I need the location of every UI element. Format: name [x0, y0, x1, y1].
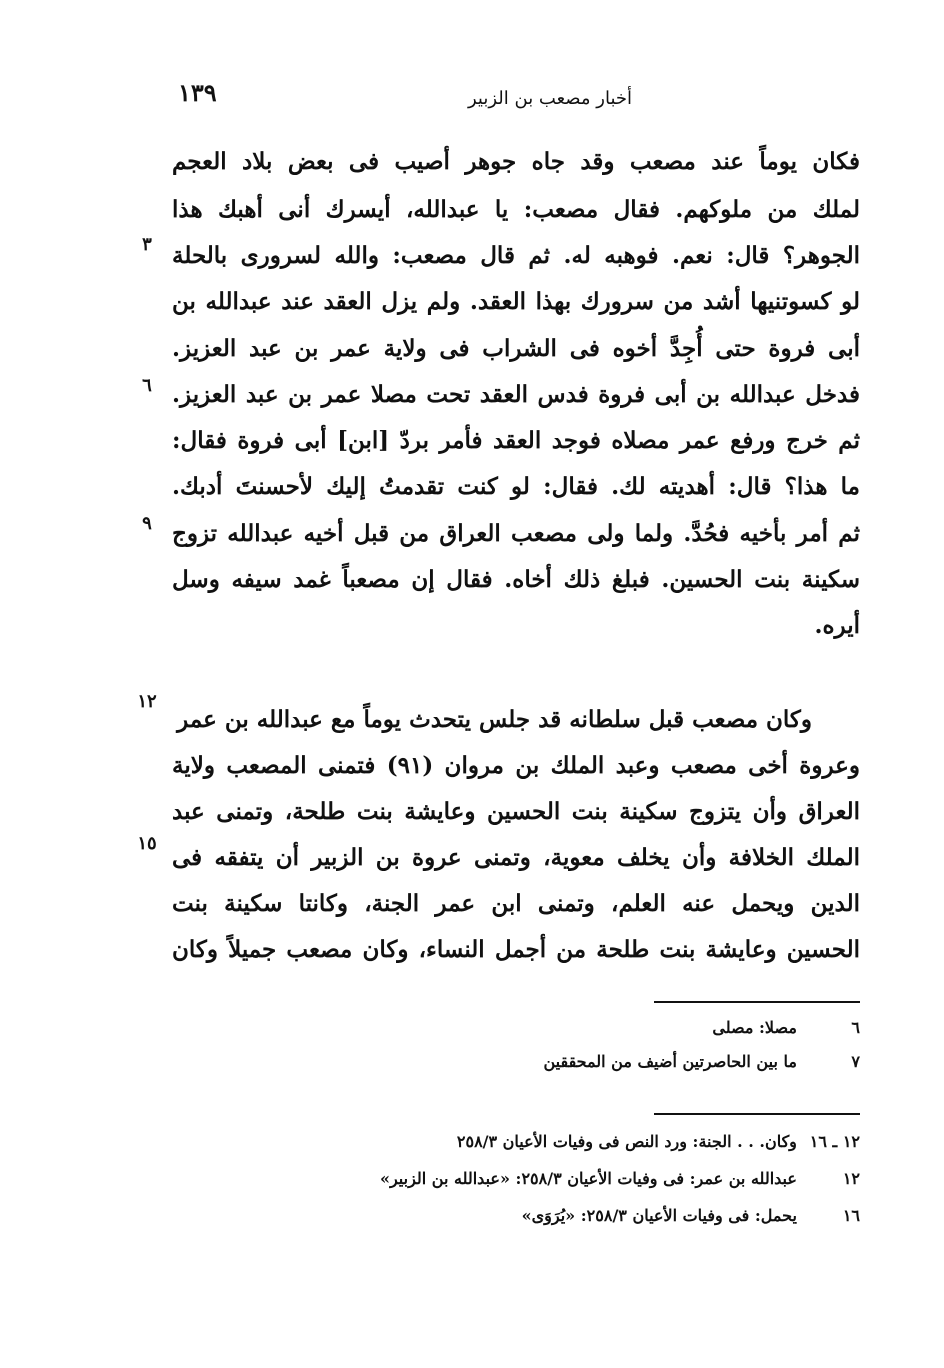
footnote-item — [300, 1016, 860, 1040]
footnote-rule — [654, 1001, 860, 1003]
text-line: فكان يوماً عند مصعب وقد جاه جوهر أصيب فى بعض بلاد العجم — [172, 148, 860, 175]
line-number-6: ٦ — [142, 375, 152, 396]
footnote-number: ١٢ ـ ١٦ — [809, 1132, 860, 1151]
text-line: لملك من ملوكهم. فقال مصعب: يا عبدالله، أيسرك أنى أهبك هذا — [172, 196, 860, 223]
text-line: ثم أمر بأخيه فحُدَّ. ولما ولى مصعب العراق من قبل أخيه عبدالله تزوج — [172, 520, 860, 547]
line-number-12: ١٢ — [137, 691, 157, 712]
footnote-number: ٧ — [851, 1052, 860, 1071]
footnote-number: ١٦ — [842, 1206, 860, 1225]
text-line: الدين ويحمل عنه العلم، وتمنى ابن عمر الجنة، وكانتا سكينة بنت — [172, 890, 860, 917]
text-line: وكان مصعب قبل سلطانه قد جلس يتحدث يوماً مع عبدالله بن عمر — [177, 706, 812, 733]
text-line: أيره. — [814, 612, 860, 639]
footnote-item — [300, 1130, 860, 1154]
text-line: العراق وأن يتزوج سكينة بنت الحسين وعايشة بنت طلحة، وتمنى عبد — [172, 798, 860, 825]
footnote-item — [300, 1050, 860, 1074]
footnote-text: وكان. . . الجنة: ورد النص فى وفيات الأعيان ٢٥٨/٣ — [456, 1132, 797, 1151]
text-line: أبى فروة حتى أُجِدَّ أخوه فى الشراب فى ولاية عمر بن عبد العزيز. — [172, 335, 860, 362]
text-line: الملك الخلافة وأن يخلف معوية، وتمنى عروة بن الزبير أن يتفقه فى — [172, 844, 860, 871]
footnote-rule — [654, 1113, 860, 1115]
footnote-text: مصلا: مصلى — [712, 1018, 797, 1037]
running-title: أخبار مصعب بن الزبير — [467, 88, 632, 109]
line-number-9: ٩ — [142, 513, 152, 534]
text-line: وعروة أخى مصعب وعبد الملك بن مروان (٩١) فتمنى المصعب ولاية — [172, 752, 860, 779]
text-line: الحسين وعايشة بنت طلحة من أجمل النساء، وكان مصعب جميلاً وكان — [172, 936, 860, 963]
footnote-number: ٦ — [851, 1018, 860, 1037]
footnote-item — [300, 1204, 860, 1228]
text-line: ما هذا؟ قال: أهديته لك. فقال: لو كنت تقدمتُ إليك لأحسنتَ أدبك. — [172, 473, 860, 500]
text-line: لو كسوتنيها أشد من سرورك بهذا العقد. ولم يزل العقد عند عبدالله بن — [172, 288, 860, 315]
line-number-15: ١٥ — [137, 833, 157, 854]
text-line: ثم خرج ورفع عمر مصلاه فوجد العقد فأمر بردّ [ابن] أبى فروة فقال: — [172, 427, 860, 454]
page-number: ١٣٩ — [178, 78, 217, 107]
text-line: الجوهر؟ قال: نعم. فوهبه له. ثم قال مصعب: والله لسرورى بالحلة — [172, 242, 860, 269]
text-line: فدخل عبدالله بن أبى فروة فدس العقد تحت مصلا عمر بن عبد العزيز. — [172, 381, 860, 408]
line-number-3: ٣ — [142, 234, 152, 255]
footnote-number: ١٢ — [842, 1169, 860, 1188]
footnote-text: عبدالله بن عمر: فى وفيات الأعيان ٢٥٨/٣: «عبدالله بن الزبير» — [379, 1169, 797, 1188]
footnote-text: يحمل: فى وفيات الأعيان ٢٥٨/٣: «يُرَوَى» — [521, 1206, 797, 1225]
text-line: سكينة بنت الحسين. فبلغ ذلك أخاه. فقال إن مصعباً غمد سيفه وسل — [172, 566, 860, 593]
footnote-item — [300, 1167, 860, 1191]
footnote-text: ما بين الحاصرتين أضيف من المحققين — [543, 1052, 797, 1071]
